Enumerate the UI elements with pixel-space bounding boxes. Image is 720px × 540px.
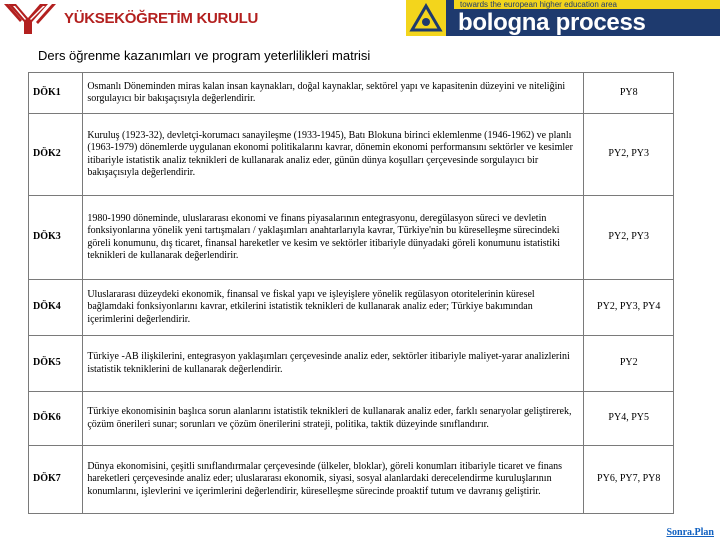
- bologna-emblem-icon: [406, 0, 446, 36]
- row-description: 1980-1990 döneminde, uluslararası ekonomi ve finans piyasalarının entegrasyonu, deregülasyon süreci ve devletin fonksiyonlarına yönelik yeni tartışmaları / yaklaşımları anahtarlarıyla kavrar, Türkiye'nin bu küreselleşme sürecindeki göreli konumunu, dış ticaret, finansal hareketler ve kesim ve sektörler itibariyle dünyadaki göreli konumunu istatistiki teknikleri de kullanarak değerlendirir.: [83, 196, 584, 280]
- row-outcomes: PY2, PY3: [584, 114, 674, 196]
- row-description: Osmanlı Döneminden miras kalan insan kaynakları, doğal kaynaklar, sektörel yapı ve kapasitenin düzeyini ve niteliğini sorgulayıcı bir bakışaçısıyla değerlendirir.: [83, 73, 584, 114]
- row-description: Dünya ekonomisini, çeşitli sınıflandırmalar çerçevesinde (ülkeler, bloklar), göreli konumları itibariyle ticaret ve finans hareketleri çerçevesinde analiz eder; uluslararası ekonomik, siyasi, sosyal alanlardaki derecelendirme kuruluşlarının konumlarını, işlevlerini ve içerimlerini değerlendirir, küreselleşme sürecinde proaktif tutum ve davranış geliştirir.: [83, 446, 584, 514]
- bologna-logo: [406, 0, 720, 36]
- yok-logo: [4, 2, 259, 36]
- table-row: [29, 280, 674, 336]
- row-description: Türkiye ekonomisinin başlıca sorun alanlarını istatistik teknikleri de kullanarak analiz eder, farklı senaryolar geliştirerek, çözüm önerileri sunar; sorunları ve çözüm önerilerini strateji, politika, taktik düzeyinde sınıflandırır.: [83, 392, 584, 446]
- row-outcomes: PY2: [584, 336, 674, 392]
- table-row: [29, 446, 674, 514]
- row-description: Kuruluş (1923-32), devletçi-korumacı sanayileşme (1933-1945), Batı Blokuna birinci eklemlenme (1946-1962) ve planlı (1963-1979) dönemlerde uygulanan ekonomi politikalarını kavrar, dönemin ekonomi performansını sektörler ve kesimler itibariyle istatistik analiz teknikleri de kullanarak analiz eder, günün dünya koşulları çerçevesinde sorgulayıcı bir bakışaçısıyla değerlendirir.: [83, 114, 584, 196]
- yok-title: YÜKSEKÖĞRETİM KURULU: [64, 10, 259, 27]
- yok-emblem-icon: [4, 2, 56, 36]
- row-code: DÖK2: [29, 114, 83, 196]
- table-row: [29, 73, 674, 114]
- row-code: DÖK3: [29, 196, 83, 280]
- next-page-link[interactable]: Sonra.Plan: [666, 527, 714, 538]
- row-outcomes: PY2, PY3, PY4: [584, 280, 674, 336]
- table-row: [29, 196, 674, 280]
- row-code: DÖK6: [29, 392, 83, 446]
- table-row: [29, 392, 674, 446]
- outcomes-matrix-table: [28, 72, 674, 514]
- row-code: DÖK5: [29, 336, 83, 392]
- row-description: Türkiye -AB ilişkilerini, entegrasyon yaklaşımları çerçevesinde analiz eder, sektörler itibariyle maliyet-yarar analizlerini istatistik tekniklerini de kullanarak değerlendirir.: [83, 336, 584, 392]
- row-outcomes: PY6, PY7, PY8: [584, 446, 674, 514]
- page-title: Ders öğrenme kazanımları ve program yeterlilikleri matrisi: [38, 48, 371, 63]
- row-code: DÖK1: [29, 73, 83, 114]
- row-outcomes: PY8: [584, 73, 674, 114]
- header: [0, 0, 720, 40]
- row-outcomes: PY2, PY3: [584, 196, 674, 280]
- table-row: [29, 336, 674, 392]
- row-code: DÖK7: [29, 446, 83, 514]
- bologna-tagline: towards the european higher education area: [454, 0, 720, 9]
- row-description: Uluslararası düzeydeki ekonomik, finansal ve fiskal yapı ve işleyişlere yönelik regülasyon otoritelerinin küresel bağlamdaki fonksiyonlarını kavrar, etkilerini istatistik teknikleri de kullanarak analiz eder; Türkiye bakımından içerimlerini değerlendirir.: [83, 280, 584, 336]
- bologna-title: bologna process: [458, 9, 646, 36]
- row-code: DÖK4: [29, 280, 83, 336]
- table-row: [29, 114, 674, 196]
- row-outcomes: PY4, PY5: [584, 392, 674, 446]
